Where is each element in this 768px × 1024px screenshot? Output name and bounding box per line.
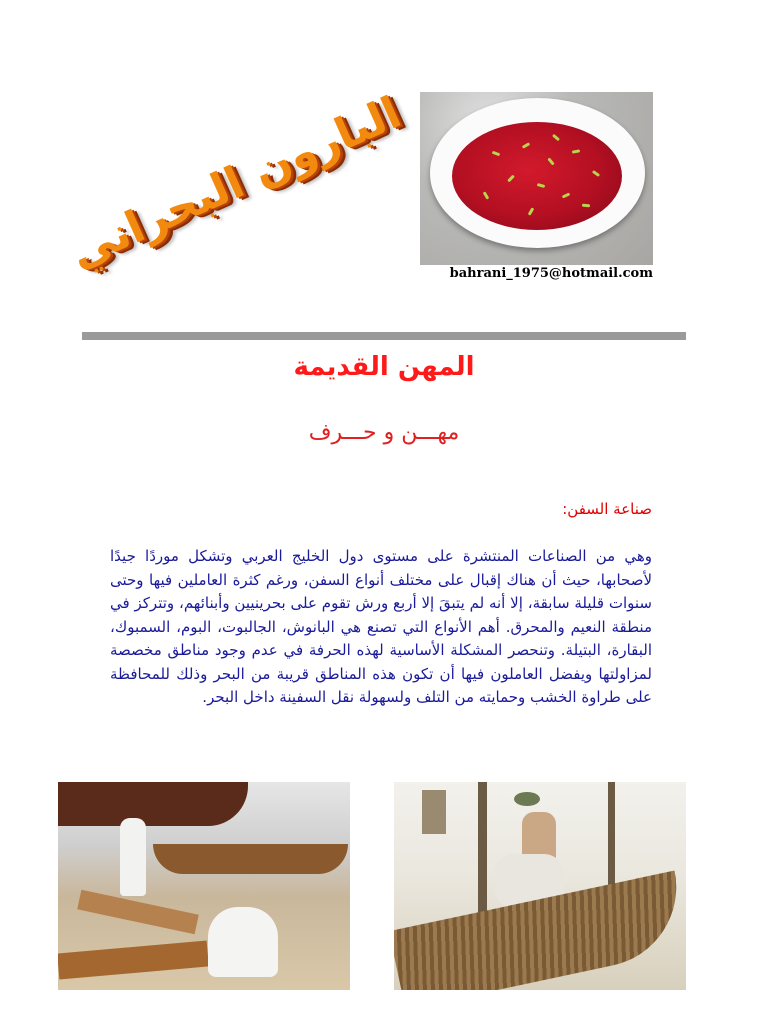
boat-building-photo-right: [394, 782, 686, 990]
pistachio: [562, 192, 571, 198]
pistachio: [483, 191, 490, 199]
boat-building-photo-left: [58, 782, 350, 990]
boat-frame: [153, 844, 348, 874]
logo: [62, 87, 409, 279]
pistachio: [552, 134, 560, 141]
logo-text: البارون البحراني: [62, 87, 409, 279]
pistachio: [507, 175, 515, 183]
worker: [120, 818, 146, 896]
bowl: [430, 98, 645, 248]
worker: [208, 907, 278, 977]
pistachio: [537, 183, 546, 188]
pistachio: [582, 204, 590, 208]
pistachio: [492, 151, 501, 157]
contact-email[interactable]: bahrani_1975@hotmail.com: [449, 266, 653, 281]
page-subtitle: مهـــن و حـــرف: [308, 420, 460, 445]
dessert-photo: [420, 92, 653, 265]
pistachio: [592, 170, 600, 177]
pistachio: [547, 157, 554, 165]
pistachio: [522, 142, 530, 149]
tower: [422, 790, 446, 834]
timber: [58, 941, 209, 980]
section-heading: صناعة السفن:: [562, 500, 652, 518]
timber: [77, 890, 199, 935]
boat-hull: [58, 782, 248, 826]
pistachio: [528, 207, 535, 215]
page-title: المهن القديمة: [293, 352, 475, 382]
article-body: وهي من الصناعات المنتشرة على مستوى دول الخليج العربي وتشكل موردًا جيدًا لأصحابها، حيث أن هناك إقبال على مختلف أنواع السفن، ورغم كثرة العاملين فيها وحتى سنوات قليلة سابقة، إلا أنه لم يتبقَ إلا أربع ورش تقوم على بحرينيين وأبنائهم، وتتركز في منطقة النعيم والمحرق. أهم الأنواع التي تصنع هي البانوش، الجالبوت، البوم، السمبوك، البقارة، البتيلة. وتنحصر المشكلة الأساسية لهذه الحرفة في عدم وجود مناطق مخصصة لمزاولتها ويفضل العاملون فيها أن تكون هذه المناطق قريبة من البحر وذلك للمحافظة على طراوة الخشب وحمايته من التلف ولسهولة نقل السفينة داخل البحر.: [110, 547, 652, 706]
pistachio: [572, 149, 580, 153]
palm-tree: [514, 792, 540, 806]
divider: [82, 332, 686, 340]
pudding: [452, 122, 622, 230]
